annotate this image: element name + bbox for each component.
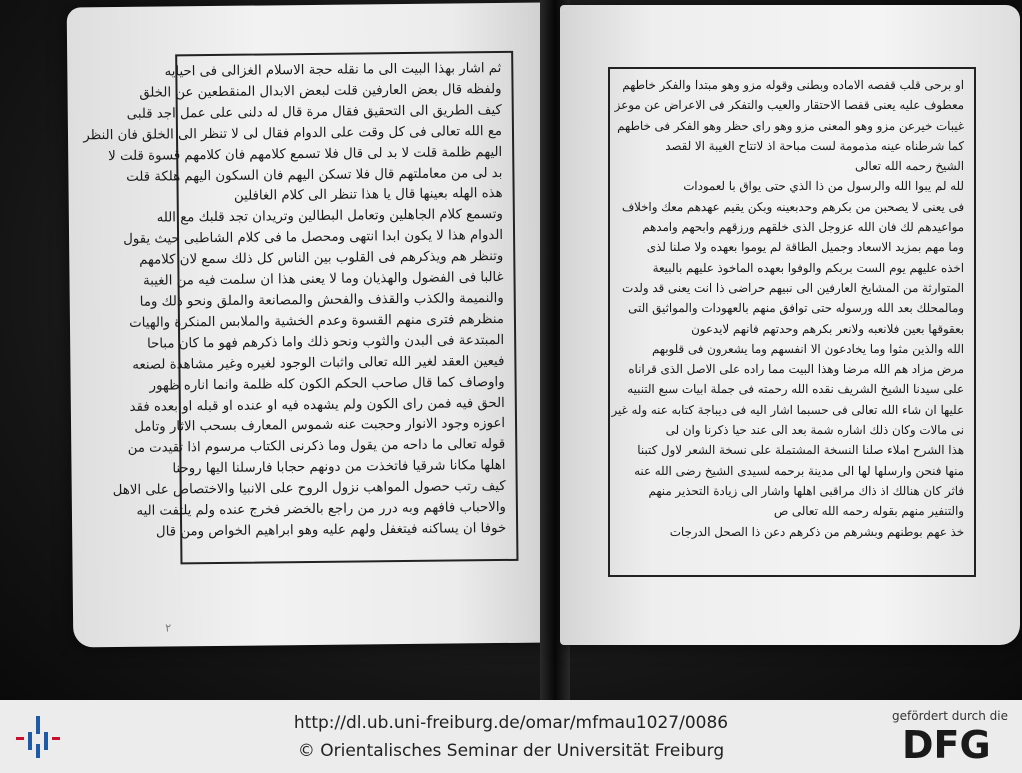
manuscript-line: الشيخ رحمه الله تعالى: [854, 159, 964, 174]
left-text-block: [83, 51, 518, 565]
manuscript-line: منظرهم فترى منهم القسوة وعدم الخشية والملابس المنكرة والهيات: [129, 311, 505, 331]
manuscript-line: والاحباب فافهم وبه درر من راجع بالخضر فخرج عنده ولم يلتفت اليه: [136, 499, 507, 519]
manuscript-line: كيف رتب حصول المواهب نزول الروح على الانبيا والاختصاص على الاهل: [112, 479, 506, 499]
manuscript-line: خذ عهم بوطنهم وبشرهم من ذكرهم دعن ذا الصحل الدرجات: [669, 524, 964, 539]
right-page: [560, 5, 1020, 645]
manuscript-line: مواعيدهم لك فان الله عزوجل الذى خلقهم ورزقهم وابحهم وامدهم: [642, 220, 964, 235]
manuscript-line: نى مالات وكان ذلك اشاره شمة بعد الى عند حيا ذكرنا وان لى: [665, 423, 964, 438]
manuscript-line: هذا الشرح املاء صلنا النسخة المشتملة على نسخة الشعر لاول كتبنا: [637, 443, 964, 458]
manuscript-line: الحق فيه فمن راى الكون ولم يشهده فيه او عنده او قبله او بعده فقد: [129, 395, 505, 415]
manuscript-line: اخذه عليهم يوم الست بربكم والوفوا بعهده الماخوذ عليهم بالبيعة: [652, 260, 964, 275]
manuscript-line: بعقوقها بعين فلانعبه ولانعر بكرهم وحدتهم فانهم لايدعون: [691, 321, 964, 336]
dfg-logo: [902, 723, 1010, 767]
manuscript-line: ومالمحلك بعد الله ورسوله حتى توافق منهم بالعهودات والمواثيق التى: [628, 301, 964, 316]
manuscript-line: بد لى من معاملتهم قال فلا تسكن اليهم فان السكون اليهم هلكة قلت: [126, 165, 503, 185]
funding-note: gefördert durch die: [892, 709, 1008, 723]
manuscript-line: مع الله تعالى فى كل وقت على الدوام فقال لى لا تنظر الى الخلق فان النظر: [83, 123, 503, 144]
folio-number: ٢: [165, 621, 172, 635]
manuscript-line: ولفظه قال بعض العارفين قلت لبعض الابدال المنقطعين عن الخلق: [139, 81, 502, 101]
manuscript-line: الدوام هذا لا يكون ابدا انتهى ومحصل ما فى كلام الشاطبى حيث يقول: [123, 228, 504, 248]
manuscript-line: خوفا ان يساكنه فيتغفل ولهم عليه وهو ابراهيم الخواص ومن قال: [155, 520, 507, 540]
manuscript-line: وما مهم بمزيد الاسعاد وجميل الطاقة لم يوموا بعهده ولا صلنا لذى: [646, 240, 964, 255]
manuscript-line: ثم اشار بهذا البيت الى ما نقله حجة الاسلام الغزالى فى احيايه: [164, 60, 502, 80]
manuscript-line: المبتدعة فى البدن والثوب ونحو ذلك واما ذكرهم فهو ما كان مباحا: [146, 332, 505, 352]
permalink-url[interactable]: http://dl.ub.uni-freiburg.de/omar/mfmau1027/0086: [293, 713, 729, 733]
manuscript-line: فاثر كان هنالك اذ ذاك مراقبى اهلها واشار الى زيادة التحذير منهم: [648, 483, 964, 498]
manuscript-line: هذه الهله بعينها قال يا هذا تنظر الى كلام الغافلين: [233, 186, 503, 205]
manuscript-line: لله لم يبوا الله والرسول من ذا الذي حتى يواق با لعمودات: [683, 179, 964, 194]
manuscript-line: المتوارثة من المشايخ العارفين الى نبيهم حراضى ذا انت يعنى قد ولدت: [621, 280, 964, 295]
right-text-block: [608, 67, 976, 577]
manuscript-line: وتنظر هم ويذكرهم فى القلوب بين الناس كل ذلك سمع لان كلامهم: [139, 249, 504, 268]
manuscript-line: فى يعنى لا يصحبن من بكرهم وحدبعينه وبكن يقيم عهدهم معك واخلاف: [621, 199, 964, 214]
manuscript-line: غيبات خيرعن مزو وهو المعنى مزو وهو راى حظر وهو الفكر فى خاطهم: [617, 118, 964, 133]
copyright-notice: © Orientalisches Seminar der Universität Freiburg: [297, 741, 725, 761]
manuscript-line: عليها ان شاء الله تعالى فى حسبما اشار اليه فى ديباجة كتابه عنه وله غير: [611, 402, 964, 417]
manuscript-line: غالبا فى الفضول والهذيان وما لا يعنى هذا ان سلمت فيه من الغيبة: [142, 270, 504, 289]
manuscript-line: اعوزه وجود الانوار وحجبت عنه شموس المعارف بسحب الاثار وتامل: [134, 416, 506, 436]
viewer-footer: [0, 700, 1022, 773]
manuscript-line: والنميمة والكذب والقذف والفحش والمصانعة والملق ونحو ذلك وما: [139, 290, 504, 310]
manuscript-line: الله والذين مثوا وما يخادعون الا انفسهم وما يشعرون فى قلوبهم: [651, 341, 964, 356]
manuscript-line: معطوف عليه يعنى قفصا الاحتقار والعيب والتفكر فى الاعراض عن موعز: [614, 98, 964, 113]
manuscript-line: اهلها مكانا شرقيا فاتخذت من دونهم حجابا فارسلنا اليها روحنا: [172, 458, 506, 477]
manuscript-line: والتنفير منهم بقوله رحمه الله تعالى ص: [773, 504, 964, 519]
manuscript-line: اليهم ظلمة قلت لا بد لى قال فلا تسمع كلامهم فان كلامهم قسوة قلت لا: [108, 144, 503, 164]
manuscript-line: واوصاف كما قال صاحب الحكم الكون كله ظلمة وانما اناره ظهور: [149, 374, 505, 394]
dfg-logo-text: DFG: [902, 723, 991, 767]
manuscript-line: وتسمع كلام الجاهلين وتعامل البطالين وتريدان تجد قلبك مع الله: [156, 207, 503, 226]
manuscript-line: قوله تعالى ما داحه من يقول وما ذكرنى الكتاب مرسوم اذا تقيدت من: [127, 437, 506, 457]
left-page: [67, 3, 554, 648]
manuscript-line: كيف الطريق الى التحقيق فقال مرة قال له دلنى على عمل اجد قلبى: [126, 102, 502, 122]
manuscript-line: مرض مزاد هم الله مرضا وهذا البيت مما راده على الاصل الذى قراناه: [628, 362, 964, 377]
manuscript-line: كما شرطناه عينه مذمومة لست مباحة اذ لاتتاح الغيبة الا لقصد: [665, 138, 964, 153]
manuscript-line: على سيدنا الشيخ الشريف نقده الله رحمته فى جملة ابيات سبع التنبيه: [627, 382, 964, 397]
manuscript-line: فيعين العقد لغير الله تعالى واثبات الوجود لغيره وغير مشاهدة لصنعه: [132, 353, 505, 373]
manuscript-line: او برحى قلب قفصه الاماده وبطنى وقوله مزو وهو مبتدا والفكر خاطهم: [622, 78, 964, 92]
manuscript-line: منها فنحن وارسلها لها الى مدينة برحمه لسيدى الشيخ رضى الله عنه: [634, 463, 964, 478]
